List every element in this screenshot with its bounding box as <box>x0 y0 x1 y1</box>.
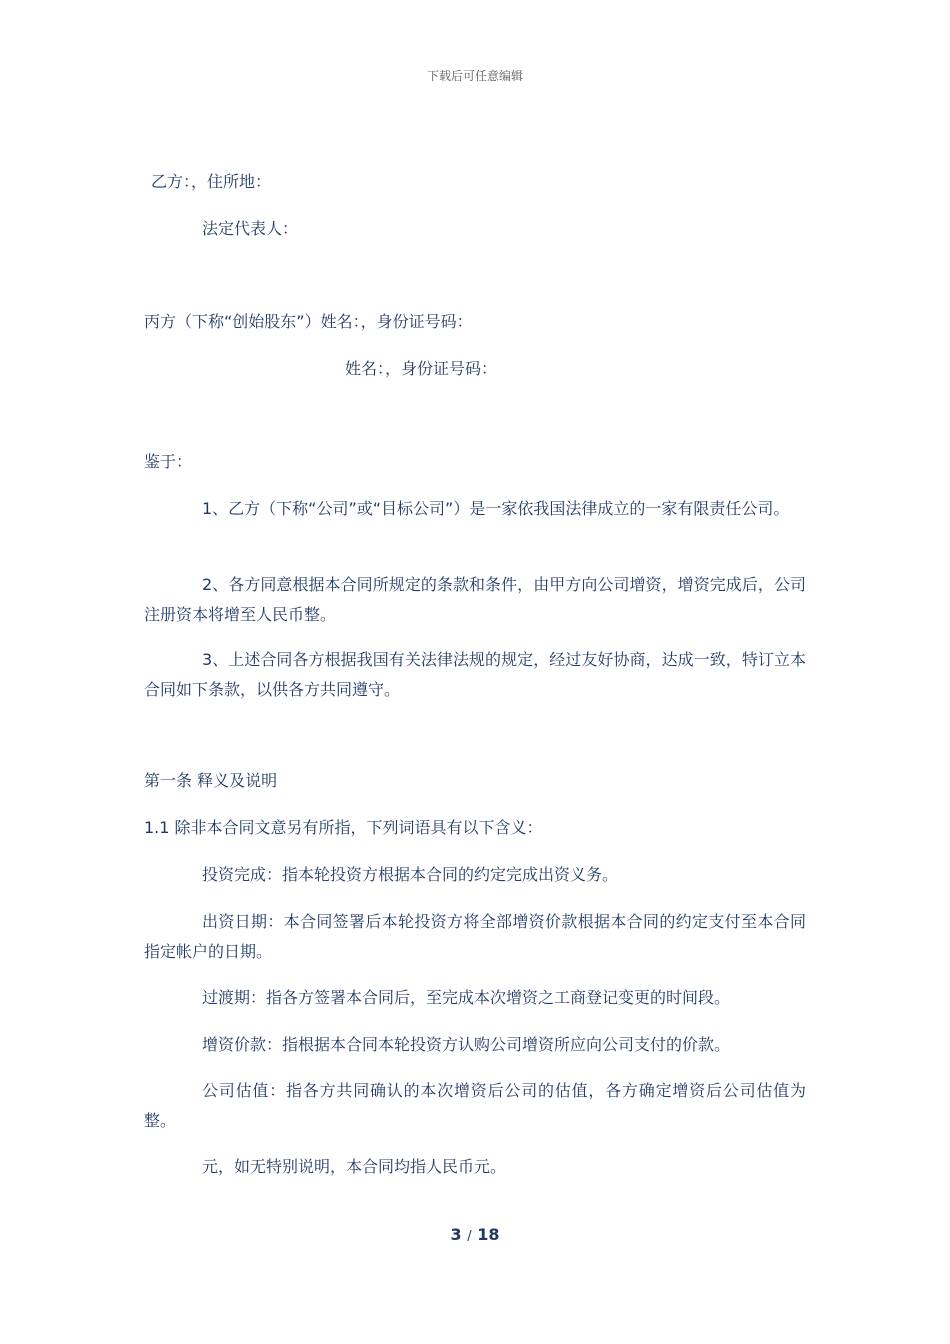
page-separator: / <box>467 1229 472 1244</box>
party-c-second-line: 姓名：，身份证号码： <box>345 359 498 378</box>
party-b-line: 乙方：，住所地： <box>151 172 272 191</box>
party-c-line: 丙方（下称“创始股东”）姓名：，身份证号码： <box>144 312 473 331</box>
page-number <box>0 1225 950 1244</box>
recital-item-1: 1、乙方（下称“公司”或“目标公司”）是一家依我国法律成立的一家有限责任公司。 <box>202 499 790 518</box>
current-page: 3 <box>450 1225 462 1244</box>
recital-item-2: 2、各方同意根据本合同所规定的条款和条件，由甲方向公司增资，增资完成后，公司注册资本将增至人民币整。 <box>144 575 806 624</box>
article-1-title: 第一条 释义及说明 <box>144 771 278 790</box>
party-b-representative: 法定代表人： <box>202 219 299 238</box>
definition-capital-price: 增资价款：指根据本合同本轮投资方认购公司增资所应向公司支付的价款。 <box>202 1035 731 1054</box>
definition-contribution-date: 出资日期：本合同签署后本轮投资方将全部增资价款根据本合同的约定支付至本合同指定帐户的日期。 <box>144 912 806 961</box>
page-header: 下载后可任意编辑 <box>426 69 523 83</box>
definition-transition-period: 过渡期：指各方签署本合同后，至完成本次增资之工商登记变更的时间段。 <box>202 988 731 1007</box>
definition-currency: 元，如无特别说明，本合同均指人民币元。 <box>202 1157 507 1176</box>
article-1-intro: 1.1 除非本合同文意另有所指，下列词语具有以下含义： <box>144 818 543 837</box>
recitals-heading: 鉴于： <box>144 452 193 471</box>
recital-item-3: 3、上述合同各方根据我国有关法律法规的规定，经过友好协商，达成一致，特订立本合同如下条款，以供各方共同遵守。 <box>144 650 806 699</box>
total-pages: 18 <box>477 1225 500 1244</box>
definition-investment-completion: 投资完成：指本轮投资方根据本合同的约定完成出资义务。 <box>202 865 619 884</box>
definition-company-valuation: 公司估值：指各方共同确认的本次增资后公司的估值，各方确定增资后公司估值为整。 <box>144 1081 806 1130</box>
